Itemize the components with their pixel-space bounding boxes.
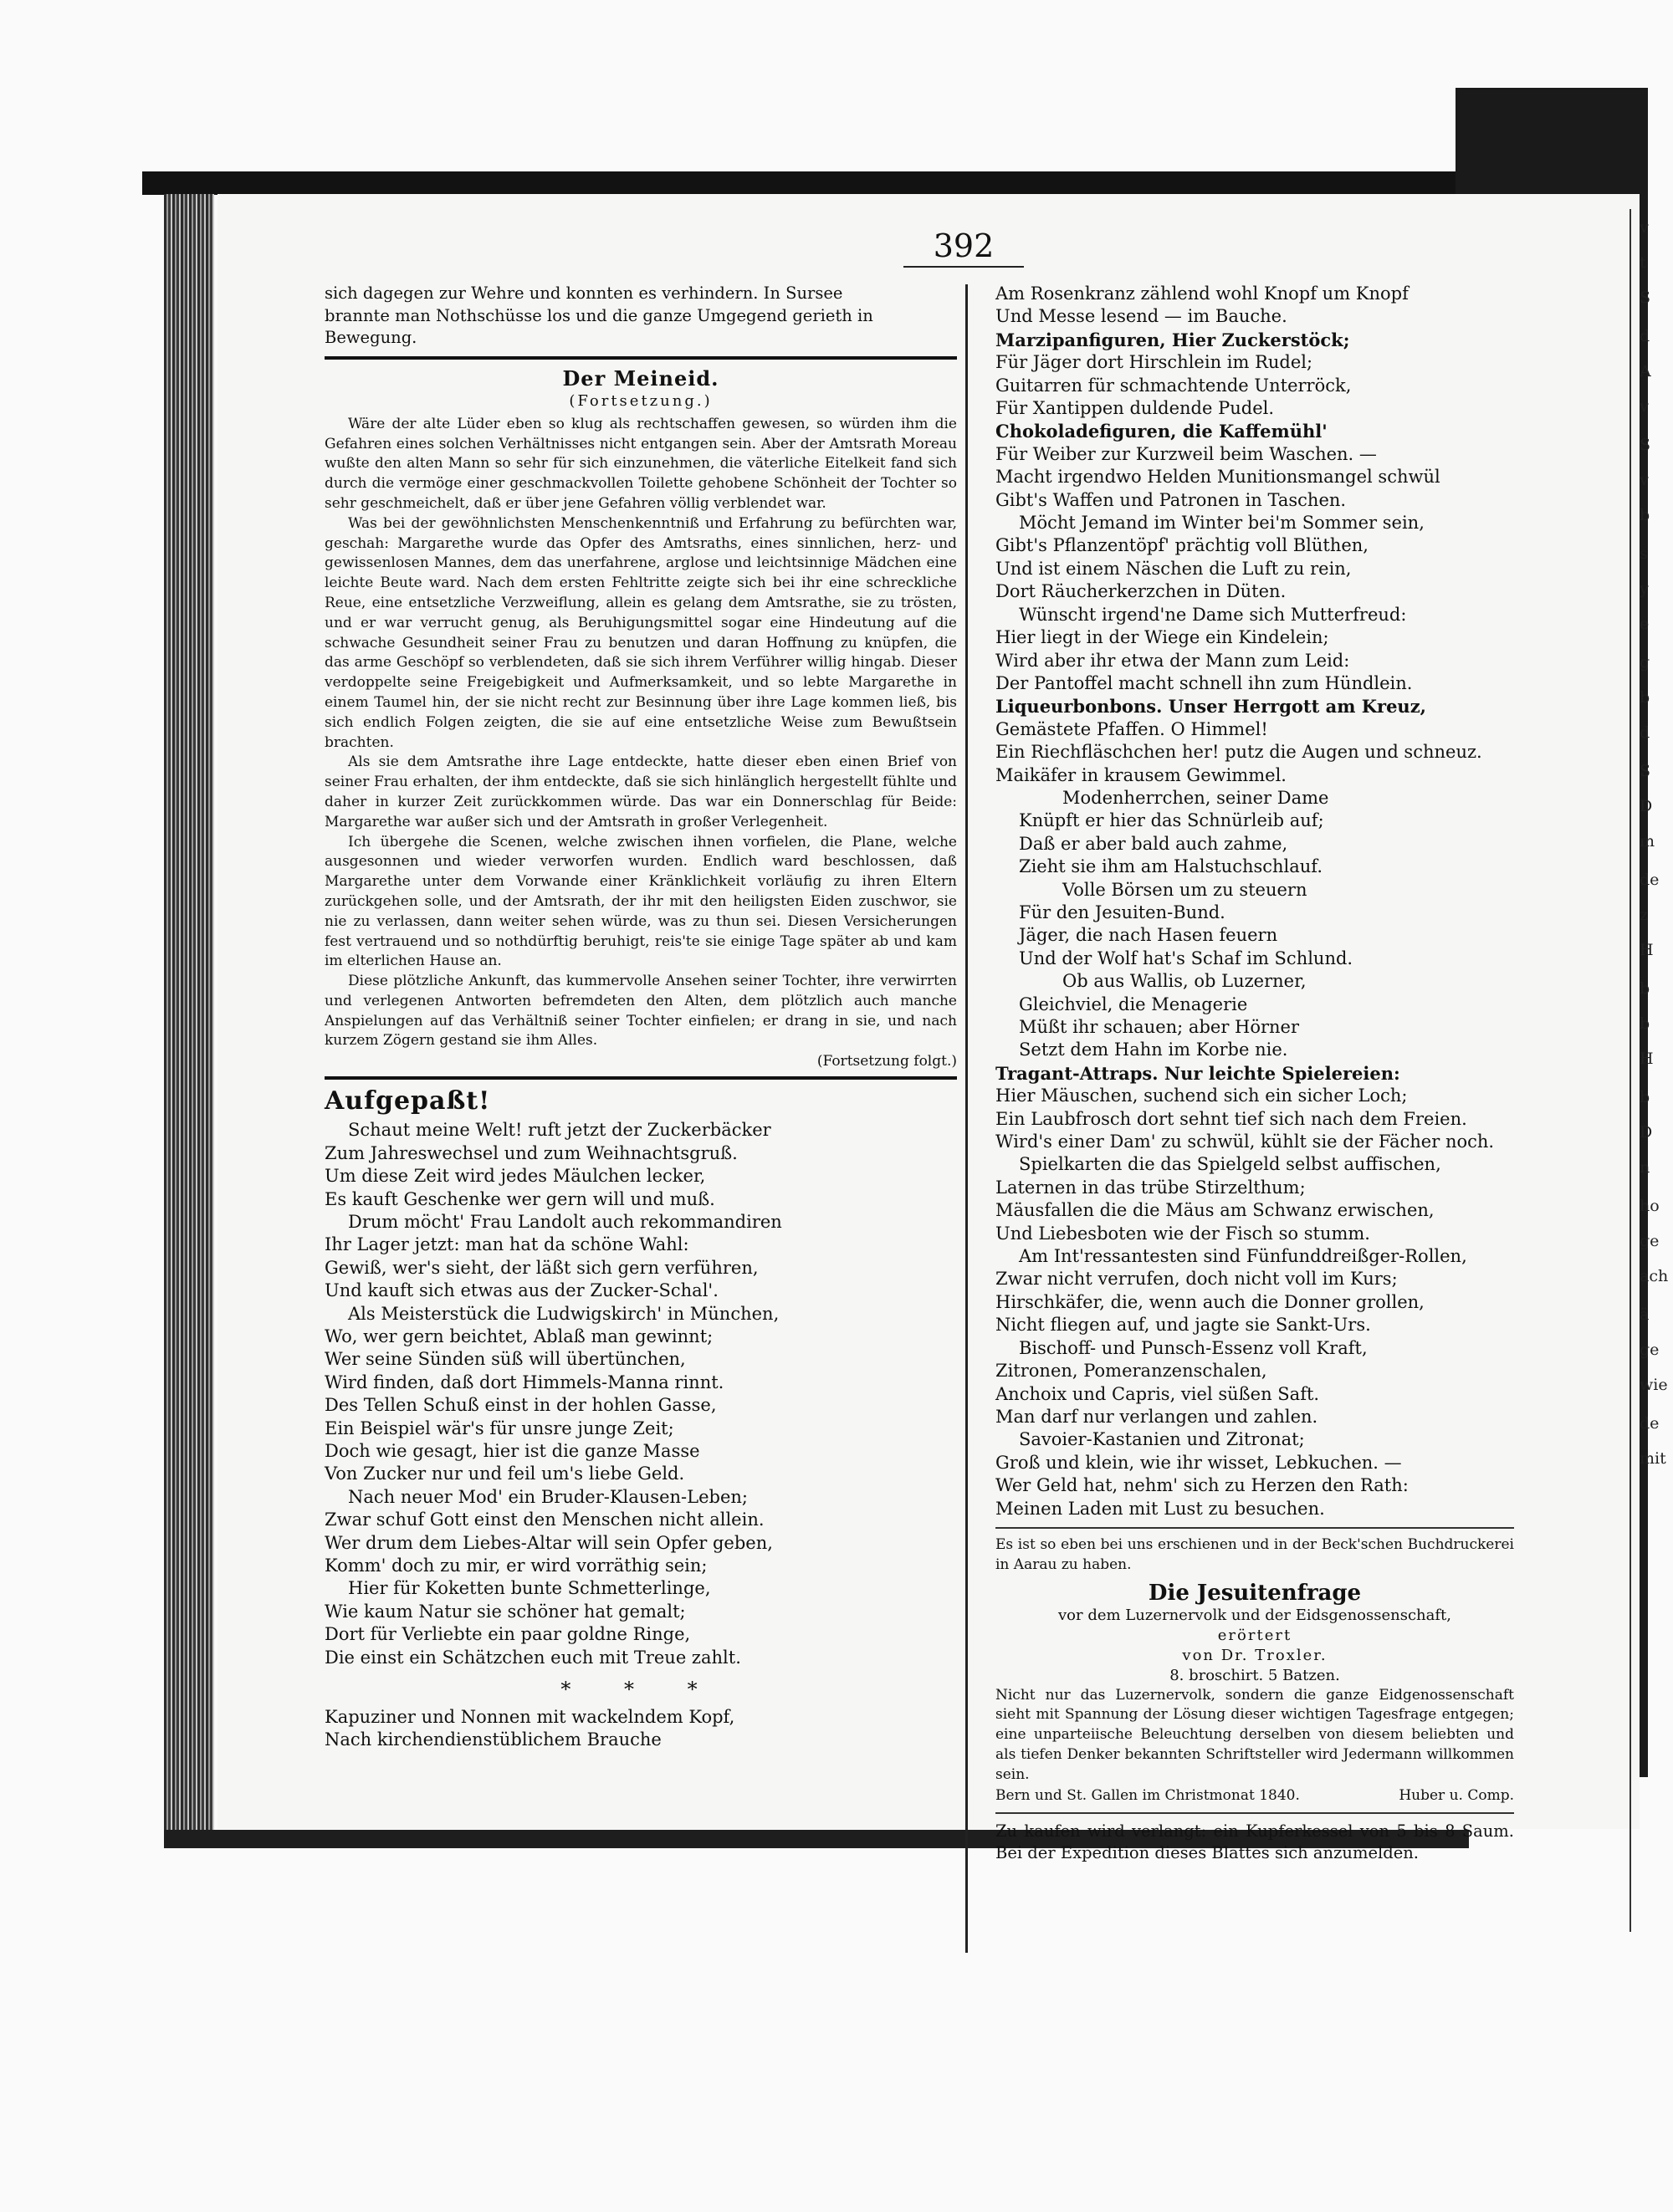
poem-lines-right <box>995 283 1514 1520</box>
poem-line: Hirschkäfer, die, wenn auch die Donner grollen, <box>995 1291 1425 1312</box>
page-number: 392 <box>933 227 995 264</box>
poem-line: Wo, wer gern beichtet, Ablaß man gewinnt; <box>325 1326 714 1346</box>
story-body <box>325 415 957 1052</box>
notice-intro: Es ist so eben bei uns erschienen und in der Beck'schen Buchdruckerei in Aarau zu haben. <box>995 1535 1514 1573</box>
margin-fragment: S <box>1640 289 1651 307</box>
poem-line: Drum möcht' Frau Landolt auch rekommandiren <box>348 1211 782 1232</box>
poem-line: Möcht Jemand im Winter bei'm Sommer sein, <box>1019 513 1425 534</box>
margin-fragment: s <box>1640 544 1648 563</box>
poem-line: Für Jäger dort Hirschlein im Rudel; <box>995 352 1313 373</box>
poem-line: Wünscht irgend'ne Dame sich Mutterfreud: <box>1019 604 1407 625</box>
poem-line: Zwar nicht verrufen, doch nicht voll im Kurs; <box>995 1269 1398 1290</box>
poem-line: Dort für Verliebte ein paar goldne Ringe, <box>325 1624 691 1645</box>
poem-line: Hier für Koketten bunte Schmetterlinge, <box>348 1578 711 1599</box>
poem-line: Knüpft er hier das Schnürleib auf; <box>1019 810 1324 831</box>
poem-line: Hier Mäuschen, suchend sich ein sicher Loch; <box>995 1086 1408 1106</box>
book-spine-edge <box>164 194 214 1833</box>
poem-line: Für Xantippen duldende Pudel. <box>995 398 1275 419</box>
poem-line: Gleichviel, die Menagerie <box>1019 994 1248 1014</box>
margin-fragment: A <box>1640 362 1651 381</box>
margin-fragment: d <box>1640 327 1650 345</box>
poem-line: Setzt dem Hahn im Korbe nie. <box>1019 1040 1288 1060</box>
poem-line: Jäger, die nach Hasen feuern <box>1019 925 1278 946</box>
poem-lines-left <box>325 1119 957 1669</box>
page-number-rule <box>903 266 1024 268</box>
margin-fragment: ho <box>1640 1197 1660 1215</box>
poem-line: Anchoix und Capris, viel süßen Saft. <box>995 1383 1320 1404</box>
poem-line: Macht irgendwo Helden Munitionsmangel schwül <box>995 467 1440 488</box>
margin-fragment: ge <box>1640 1232 1660 1250</box>
margin-fragment: v <box>1640 471 1649 489</box>
poem-line: Müßt ihr schauen; aber Hörner <box>1019 1017 1300 1037</box>
book-title: Die Jesuitenfrage <box>1148 1580 1362 1606</box>
margin-fragment: ä <box>1640 1305 1650 1324</box>
poem-line: Der Pantoffel macht schnell ihn zum Hündlein. <box>995 672 1413 693</box>
poem-line: Meinen Laden mit Lust zu besuchen. <box>995 1498 1325 1519</box>
margin-fragment: wie <box>1640 1376 1668 1394</box>
story-subtitle: (Fortsetzung.) <box>569 391 713 410</box>
poem-line: Wird finden, daß dort Himmels-Manna rinnt. <box>325 1372 724 1392</box>
poem-line: Zitronen, Pomeranzenschalen, <box>995 1361 1267 1382</box>
margin-fragment: b <box>1640 688 1650 707</box>
margin-fragment: D <box>1640 1123 1653 1142</box>
poem-line: Gewiß, wer's sieht, der läßt sich gern verführen, <box>325 1257 759 1278</box>
imprint-place: Bern und St. Gallen im Christmonat 1840. <box>995 1786 1300 1804</box>
story-paragraph: Ich übergehe die Scenen, welche zwischen ihnen vorfielen, die Plane, welche ausgesonnen und wieder verworfen wurden. Endlich ward beschlossen, daß Margarethe unter dem Vorwande einer Kränklichkeit vorläufig zu ihren Eltern zurückgehen solle, und der Amtsrath, der ihr mit den heiligsten Eiden zuschwor, sie nie zu verlassen, dann weiter sehen würde, was zu thun sei. Diesen Versicherungen fest vertrauend und so nothdürftig beruhigt, reis'te sie einige Tage später ab und kam im elterlichen Hause an. <box>325 833 957 970</box>
story-paragraph: Als sie dem Amtsrathe ihre Lage entdeckte, hatte dieser eben einen Brief von seiner Frau erhalten, der ihm entdeckte, daß sie sich hinlänglich hergestellt fühlte und daher in kurzer Zeit zurückkommen würde. Das war ein Donnerschlag für Beide: Margarethe war außer sich und der Amtsrath in großer Verlegenheit. <box>325 754 957 830</box>
poem-line: Und kauft sich etwas aus der Zucker-Schal'. <box>325 1280 719 1301</box>
poem-line: Spielkarten die das Spielgeld selbst auffischen, <box>1019 1154 1441 1175</box>
closing-line: Kapuziner und Nonnen mit wackelndem Kopf, <box>325 1707 735 1728</box>
poem-line: Komm' doch zu mir, er wird vorräthig sein; <box>325 1556 708 1576</box>
poem-line: Und der Wolf hat's Schaf im Schlund. <box>1019 948 1353 968</box>
closing-lines <box>325 1706 957 1752</box>
margin-fragment: g <box>1640 653 1650 672</box>
book-line1: vor dem Luzernervolk und der Eidsgenossenschaft, <box>1058 1606 1451 1624</box>
poem-line: Es kauft Geschenke wer gern will und muß. <box>325 1188 715 1209</box>
margin-fragment: m <box>1640 832 1655 851</box>
wanted-ad: Zu kaufen wird verlangt: ein Kupferkessel von 5 bis 8 Saum. Bei der Expedition dieses Blattes sich anzumelden. <box>995 1821 1514 1863</box>
margin-fragment: v <box>1640 397 1649 416</box>
book-blurb: Nicht nur das Luzernervolk, sondern die ganze Eidgenossenschaft sieht mit Spannung der Lösung dieser wichtigen Tagesfrage entgegen; eine unparteiische Beleuchtung derselben von diesem beliebten und als tiefen Denker bekannten Schriftsteller wird Jedermann willkommen sein. <box>995 1686 1514 1783</box>
poem-line: Ob aus Wallis, ob Luzerner, <box>1062 971 1307 992</box>
margin-fragment: b <box>1640 979 1650 998</box>
margin-fragment: d <box>1640 723 1650 742</box>
poem-line: Ihr Lager jetzt: man hat da schöne Wahl: <box>325 1234 689 1255</box>
poem-line: Zwar schuf Gott einst den Menschen nicht allein. <box>325 1510 765 1530</box>
poem-line: Zieht sie ihm am Halstuchschlauf. <box>1019 856 1323 877</box>
continued-note: (Fortsetzung folgt.) <box>816 1053 957 1070</box>
book-line2: erörtert <box>1217 1626 1292 1644</box>
poem-line: Die einst ein Schätzchen euch mit Treue zahlt. <box>325 1647 741 1668</box>
poem-line: Hier liegt in der Wiege ein Kindelein; <box>995 627 1329 648</box>
poem-line: Von Zucker nur und feil um's liebe Geld. <box>325 1464 685 1484</box>
poem-line: Savoier-Kastanien und Zitronat; <box>1019 1429 1305 1450</box>
poem-line: Und Liebesboten wie der Fisch so stumm. <box>995 1223 1370 1244</box>
poem-line: Daß er aber bald auch zahme, <box>1019 833 1288 854</box>
poem-line: Modenherrchen, seiner Dame <box>1062 787 1329 808</box>
margin-fragment: ach <box>1640 1267 1669 1285</box>
poem-line: Mäusfallen die die Mäus am Schwanz erwischen, <box>995 1200 1435 1221</box>
opening-line: brannte man Nothschüsse los und die ganze Umgegend gerieth in <box>325 305 873 325</box>
poem-line: Für den Jesuiten-Bund. <box>1019 902 1225 922</box>
margin-fragment: b <box>1640 1014 1650 1033</box>
opening-lines <box>325 283 957 350</box>
book-author: von Dr. Troxler. <box>1182 1646 1328 1664</box>
poem-line: Des Tellen Schuß einst in der hohlen Gasse, <box>325 1395 717 1416</box>
margin-fragment: b <box>1640 506 1650 524</box>
poem-line: Am Rosenkranz zählend wohl Knopf um Knopf <box>995 284 1409 304</box>
margin-fragment: e <box>1640 615 1650 633</box>
binding-top-shadow <box>142 171 1598 195</box>
story-paragraph: Was bei der gewöhnlichsten Menschenkenntniß und Erfahrung zu befürchten war, geschah: Margarethe wurde das Opfer des Amtsraths, eines sinnlichen, herz- und gewissenlosen Mannes, dem das unerfahrene, arglose und leichtsinnige Mädchen eine leichte Beute ward. Nach dem ersten Fehltritte zeigte sich bei ihr eine schreckliche Reue, eine entsetzliche Verzweiflung, allein es gelang dem Amtsrathe, sie zu trösten, und er war verrucht genug, als Beruhigungsmittel sogar eine Hindeutung auf die schwache Gesundheit seiner Frau zu benutzen und daran Hoffnung zu knüpfen, die das arme Geschöpf so verblendeten, daß sie sich ihrem Verführer willig hingab. Dieser verdoppelte seine Freigebigkeit und Aufmerksamkeit, und so lebte Margarethe in einem Taumel hin, der sie nicht recht zur Besinnung über ihre Lage kommen ließ, bis sich endlich Folgen zeigten, die sie auf eine entsetzliche Weise zum Bewußtsein brachten. <box>325 514 957 751</box>
poem-line: Liqueurbonbons. Unser Herrgott am Kreuz, <box>995 696 1426 718</box>
poem-line: Und Messe lesend — im Bauche. <box>995 306 1287 327</box>
poem-line: Groß und klein, wie ihr wisset, Lebkuchen. — <box>995 1452 1402 1473</box>
margin-fragment: n <box>1640 1158 1650 1177</box>
poem-line: Bischoff- und Punsch-Essenz voll Kraft, <box>1019 1337 1368 1358</box>
poem-line: Wird's einer Dam' zu schwül, kühlt sie der Fächer noch. <box>995 1132 1495 1152</box>
poem-line: Doch wie gesagt, hier ist die ganze Masse <box>325 1440 700 1461</box>
margin-fragment: H <box>1640 941 1654 959</box>
opening-line: Bewegung. <box>325 328 417 348</box>
poem-line: Wer seine Sünden süß will übertünchen, <box>325 1349 686 1370</box>
poem-line: Wird aber ihr etwa der Mann zum Leid: <box>995 650 1350 671</box>
poem-line: Gibt's Pflanzentöpf' prächtig voll Blüthen, <box>995 535 1369 556</box>
imprint-publisher: Huber u. Comp. <box>1399 1786 1514 1804</box>
story-paragraph: Diese plötzliche Ankunft, das kummervolle Ansehen seiner Tochter, ihre verwirrten und verlegenen Antworten befremdeten den Alten, dem plötzlich auch manche Anspielungen auf das Verhältniß seiner Tochter einfielen; er drang in sie, und nach kurzem Zögern gestand sie ihm Alles. <box>325 973 957 1050</box>
poem-line: Schaut meine Welt! ruft jetzt der Zuckerbäcker <box>348 1120 771 1141</box>
imprint <box>995 1785 1514 1806</box>
story-paragraph: Wäre der alte Lüder eben so klug als rechtschaffen gewesen, so würden ihm die Gefahren eines solchen Verhältnisses nicht entgangen sein. Aber der Amtsrath Moreau wußte den alten Mann so sehr für sich einzunehmen, die väterliche Eitelkeit fand sich durch die vermöge einer geschmackvollen Toilette gehobene Schönheit der Tochter so sehr geschmeichelt, daß er über jene Gefahren völlig verblendet war. <box>325 415 957 512</box>
section-divider <box>325 356 957 360</box>
poem-line: Wer Geld hat, nehm' sich zu Herzen den Rath: <box>995 1475 1409 1496</box>
ad-divider <box>995 1812 1514 1814</box>
margin-fragment: D <box>1640 797 1653 815</box>
poem-line: Maikäfer in krausem Gewimmel. <box>995 764 1287 785</box>
separator-stars: * * * <box>560 1678 721 1702</box>
poem-line: Gemästete Pfaffen. O Himmel! <box>995 718 1268 739</box>
story-title: Der Meineid. <box>562 365 719 391</box>
margin-fragment: y <box>1640 580 1649 598</box>
poem-line: Guitarren für schmachtende Unterröck, <box>995 375 1352 396</box>
margin-fragment: H <box>1640 1050 1654 1068</box>
ad-divider <box>995 1527 1514 1529</box>
margin-fragment: S <box>1640 762 1651 780</box>
section-divider <box>325 1076 957 1080</box>
poem-line: Als Meisterstück die Ludwigskirch' in München, <box>348 1303 780 1324</box>
poem-line: Wie kaum Natur sie schöner hat gemalt; <box>325 1601 686 1622</box>
poem-line: Dort Räucherkerzchen in Düten. <box>995 581 1287 602</box>
column-divider <box>965 284 968 1953</box>
margin-fragment: S <box>1640 436 1651 454</box>
margin-fragment: mit <box>1640 1449 1666 1468</box>
poem-title: Aufgepaßt! <box>325 1086 491 1116</box>
poem-line: Ein Beispiel wär's für unsre junge Zeit; <box>325 1418 674 1438</box>
facing-page-rule <box>1630 209 1631 1932</box>
right-column <box>995 283 1514 1865</box>
closing-line: Nach kirchendienstüblichem Brauche <box>325 1729 662 1750</box>
poem-line: Ein Riechfläschchen her! putz die Augen und schneuz. <box>995 742 1482 763</box>
margin-fragment: t <box>1640 253 1646 272</box>
margin-fragment: z <box>1640 906 1649 924</box>
margin-fragment: ge <box>1640 1341 1660 1359</box>
poem-line: Ein Laubfrosch dort sehnt tief sich nach dem Freien. <box>995 1108 1467 1129</box>
poem-line: Volle Börsen um zu steuern <box>1062 879 1307 900</box>
margin-fragment: de <box>1640 1414 1660 1433</box>
margin-fragment: v <box>1640 218 1649 237</box>
facing-page-fragments <box>1640 201 1673 1940</box>
left-column <box>325 283 957 1752</box>
poem-line: Tragant-Attraps. Nur leichte Spielereien: <box>995 1062 1400 1084</box>
poem-line: Laternen in das trübe Stirzelthum; <box>995 1177 1306 1198</box>
poem-line: Marzipanfiguren, Hier Zuckerstöck; <box>995 329 1350 350</box>
opening-line: sich dagegen zur Wehre und konnten es verhindern. In Sursee <box>325 284 843 303</box>
poem-line: Und ist einem Näschen die Luft zu rein, <box>995 558 1352 579</box>
poem-line: Um diese Zeit wird jedes Mäulchen lecker, <box>325 1166 706 1187</box>
poem-line: Gibt's Waffen und Patronen in Taschen. <box>995 489 1347 510</box>
poem-line: Nicht fliegen auf, und jagte sie Sankt-Urs. <box>995 1315 1371 1336</box>
margin-fragment: b <box>1640 1088 1650 1106</box>
poem-line: Chokoladefiguren, die Kaffemühl' <box>995 421 1328 442</box>
margin-fragment: de <box>1640 871 1660 889</box>
poem-line: Zum Jahreswechsel und zum Weihnachtsgruß. <box>325 1142 738 1163</box>
poem-line: Wer drum dem Liebes-Altar will sein Opfer geben, <box>325 1532 773 1553</box>
poem-line: Nach neuer Mod' ein Bruder-Klausen-Leben; <box>348 1486 748 1507</box>
poem-line: Am Int'ressantesten sind Fünfunddreißger-Rollen, <box>1019 1246 1467 1267</box>
book-price: 8. broschirt. 5 Batzen. <box>1169 1666 1340 1684</box>
poem-line: Für Weiber zur Kurzweil beim Waschen. — <box>995 443 1377 464</box>
poem-line: Man darf nur verlangen und zahlen. <box>995 1406 1318 1427</box>
